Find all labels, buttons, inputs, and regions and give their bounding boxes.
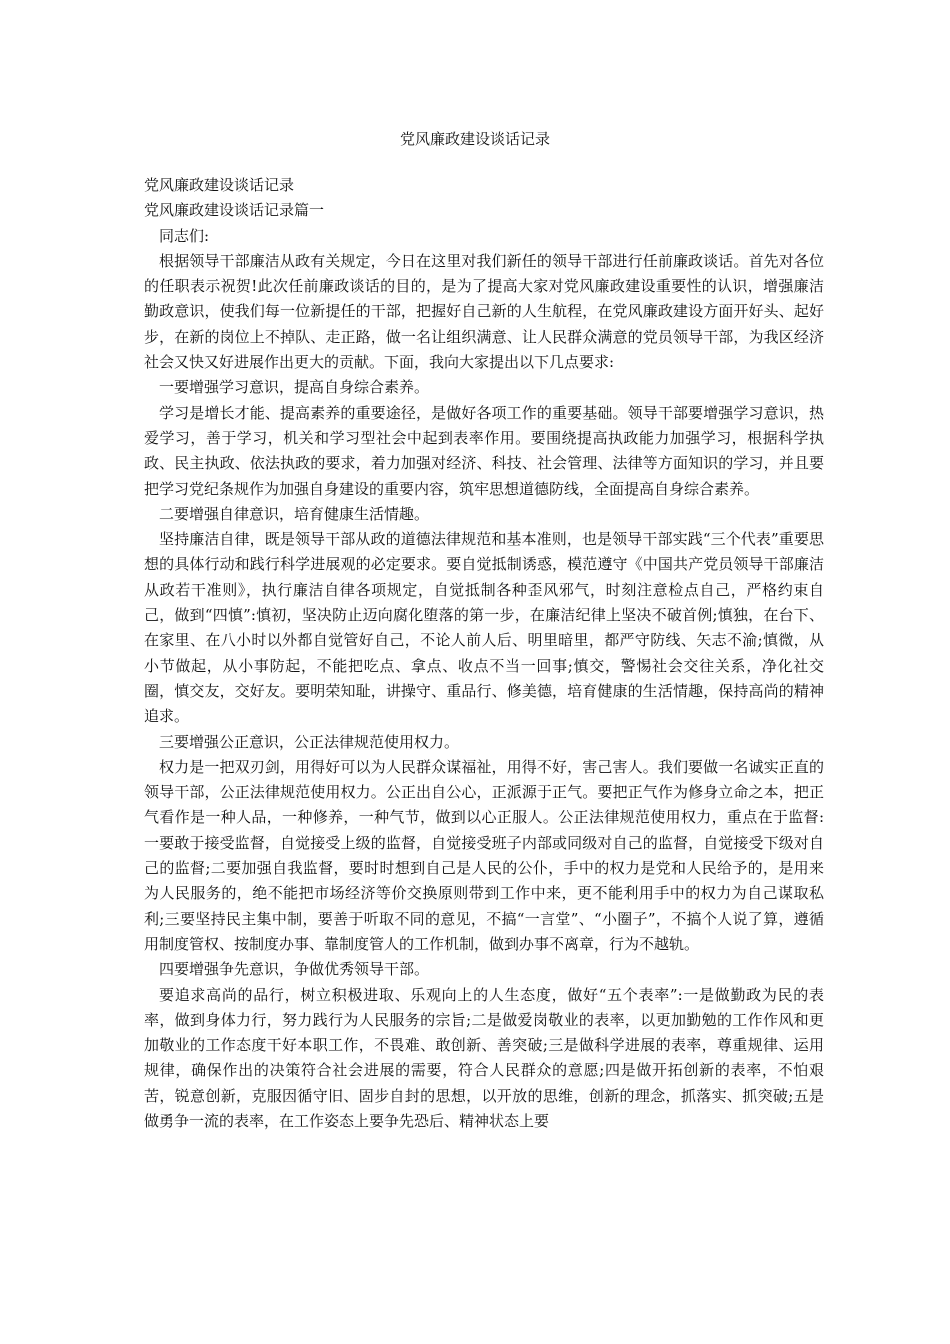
document-title: 党风廉政建设谈话记录: [399, 130, 550, 148]
point-heading-2: 二要增强自律意识，培育健康生活情趣。: [159, 504, 430, 523]
document-subtitle: 党风廉政建设谈话记录: [144, 176, 295, 194]
salutation: 同志们:: [159, 226, 210, 245]
point-heading-1: 一要增强学习意识，提高自身综合素养。: [159, 378, 430, 397]
paragraph-intro: 根据领导干部廉洁从政有关规定，今日在这里对我们新任的领导干部进行任前廉政谈话。首先对各位的任职表示祝贺!此次任前廉政谈话的目的，是为了提高大家对党风廉政建设重要性的认识，增强廉洁勤政意识，使我们每一位新提任的干部，把握好自己新的人生航程，在党风廉政建设方面开好头、起好步，在新的岗位上不掉队、走正路，做一名让组织满意、让人民群众满意的党员领导干部，为我区经济社会又快又好进展作出更大的贡献。下面，我向大家提出以下几点要求:: [144, 251, 824, 372]
paragraph-2: 坚持廉洁自律，既是领导干部从政的道德法律规范和基本准则，也是领导干部实践“三个代表”重要思想的具体行动和践行科学进展观的必定要求。要自觉抵制诱惑，模范遵守《中国共产党员领导干部廉洁从政若干准则》，执行廉洁自律各项规定，自觉抵制各种歪风邪气，时刻注意检点自己，严格约束自己，做到“四慎”:慎初，坚决防止迈向腐化堕落的第一步，在廉洁纪律上坚决不破首例;慎独，在台下、在家里、在八小时以外都自觉管好自己，不论人前人后、明里暗里，都严守防线、矢志不渝;慎微，从小节做起，从小事防起，不能把吃点、拿点、收点不当一回事;慎交，警惕社会交往关系，净化社交圈，慎交友，交好友。要明荣知耻，讲操守、重品行、修美德，培育健康的生活情趣，保持高尚的精神追求。: [144, 530, 824, 726]
paragraph-1: 学习是增长才能、提高素养的重要途径，是做好各项工作的重要基础。领导干部要增强学习意识，热爱学习，善于学习，机关和学习型社会中起到表率作用。要围绕提高执政能力加强学习，根据科学执政、民主执政、依法执政的要求，着力加强对经济、科技、社会管理、法律等方面知识的学习，并且要把学习党纪条规作为加强自身建设的重要内容，筑牢思想道德防线，全面提高自身综合素养。: [144, 403, 824, 498]
section-heading: 党风廉政建设谈话记录篇一: [144, 201, 325, 220]
paragraph-4: 要追求高尚的品行，树立积极进取、乐观向上的人生态度，做好“五个表率”:一是做勤政为民的表率，做到身体力行，努力践行为人民服务的宗旨;二是做爱岗敬业的表率，以更加勤勉的工作作风和更加敬业的工作态度干好本职工作，不畏难、敢创新、善突破;三是做科学进展的表率，尊重规律、运用规律，确保作出的决策符合社会进展的需要，符合人民群众的意愿;四是做开拓创新的表率，不怕艰苦，锐意创新，克服因循守旧、固步自封的思想，以开放的思维，创新的理念，抓落实、抓突破;五是做勇争一流的表率，在工作姿态上要争先恐后、精神状态上要: [144, 985, 824, 1130]
document-body: [144, 173, 824, 1134]
point-heading-4: 四要增强争先意识，争做优秀领导干部。: [159, 960, 430, 979]
paragraph-3: 权力是一把双刃剑，用得好可以为人民群众谋福祉，用得不好，害己害人。我们要做一名诚实正直的领导干部，公正法律规范使用权力。公正出自公心，正派源于正气。要把正气作为修身立命之本，把正气看作是一种人品，一种修养，一种气节，做到以心正服人。公正法律规范使用权力，重点在于监督:一要敢于接受监督，自觉接受上级的监督，自觉接受班子内部或同级对自己的监督，自觉接受下级对自己的监督;二要加强自我监督，要时时想到自己是人民的公仆，手中的权力是党和人民给予的，是用来为人民服务的，绝不能把市场经济等价交换原则带到工作中来，更不能利用手中的权力为自己谋取私利;三要坚持民主集中制，要善于听取不同的意见，不搞“一言堂”、“小圈子”，不搞个人说了算，遵循用制度管权、按制度办事、靠制度管人的工作机制，做到办事不离章，行为不越轨。: [144, 757, 824, 953]
point-heading-3: 三要增强公正意识，公正法律规范使用权力。: [159, 732, 460, 751]
